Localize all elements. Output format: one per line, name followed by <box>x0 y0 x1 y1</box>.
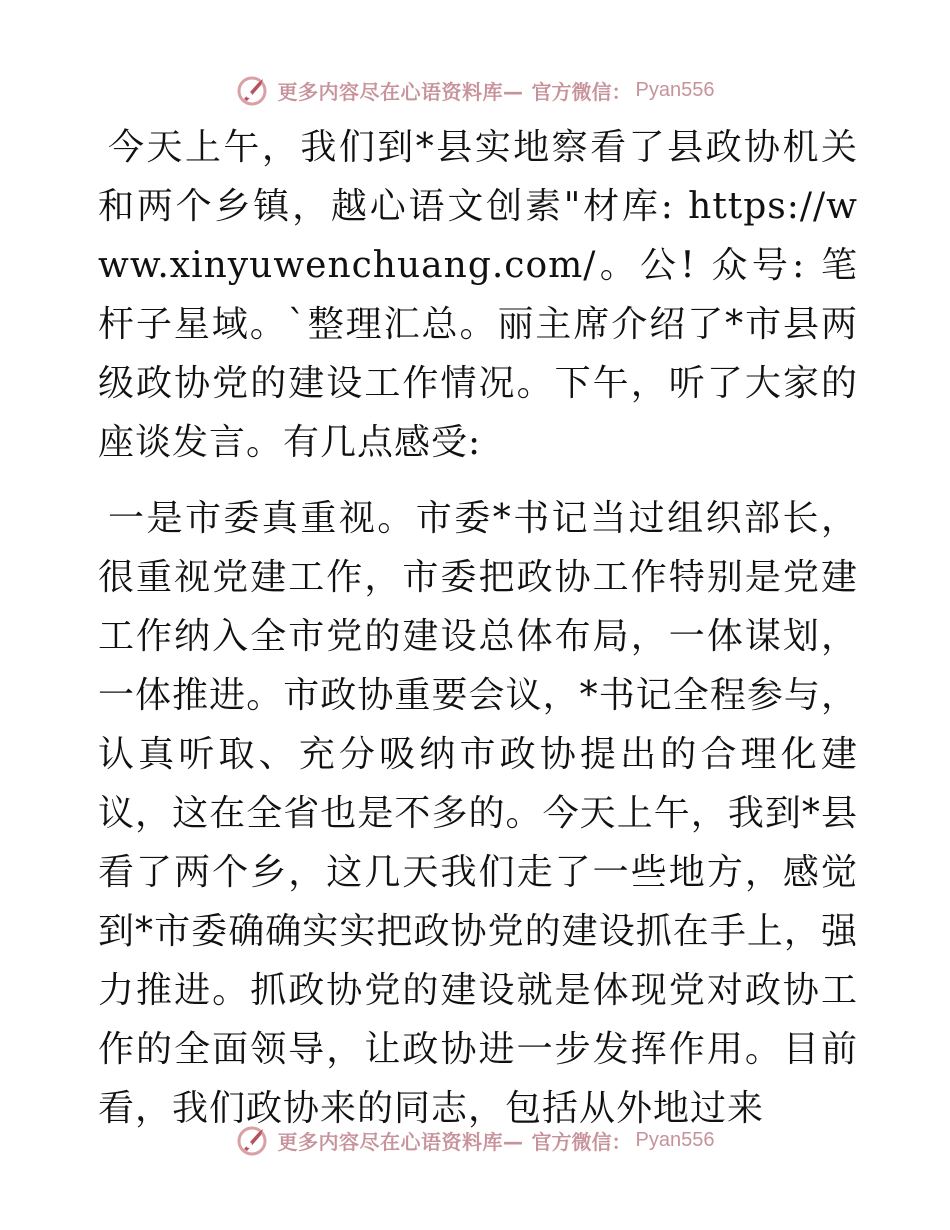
watermark-wechat-id: Pyan556 <box>635 1128 715 1151</box>
watermark-main-text: 更多内容尽在心语资料库— <box>277 1129 524 1154</box>
paragraph-intro: 今天上午，我们到*县实地察看了县政协机关和两个乡镇，越心语文创素"材库: https://www.xinyuwenchuang.com/。公! 众号: 笔杆子星域。`整理汇总。丽主席介绍了*市县两级政协党的建设工作情况。下午，听了大家的座谈发言。有几点感受: <box>98 127 858 463</box>
document-body <box>98 118 858 1138</box>
watermark-wechat-id: Pyan556 <box>635 78 715 101</box>
watermark-official-label: 官方微信： <box>531 1129 632 1154</box>
footer-watermark-banner <box>0 1120 950 1160</box>
watermark-main-text: 更多内容尽在心语资料库— <box>277 79 524 104</box>
pen-logo-icon <box>236 1123 270 1157</box>
header-watermark-banner <box>0 70 950 110</box>
watermark-official-label: 官方微信： <box>531 79 632 104</box>
paragraph-point-one: 一是市委真重视。市委*书记当过组织部长，很重视党建工作，市委把政协工作特别是党建工作纳入全市党的建设总体布局，一体谋划，一体推进。市政协重要会议，*书记全程参与，认真听取、充分吸纳市政协提出的合理化建议，这在全省也是不多的。今天上午，我到*县看了两个乡，这几天我们走了一些地方，感觉到*市委确确实实把政协党的建设抓在手上，强力推进。抓政协党的建设就是体现党对政协工作的全面领导，让政协进一步发挥作用。目前看，我们政协来的同志，包括从外地过来 <box>98 498 858 1129</box>
pen-logo-icon <box>236 73 270 107</box>
